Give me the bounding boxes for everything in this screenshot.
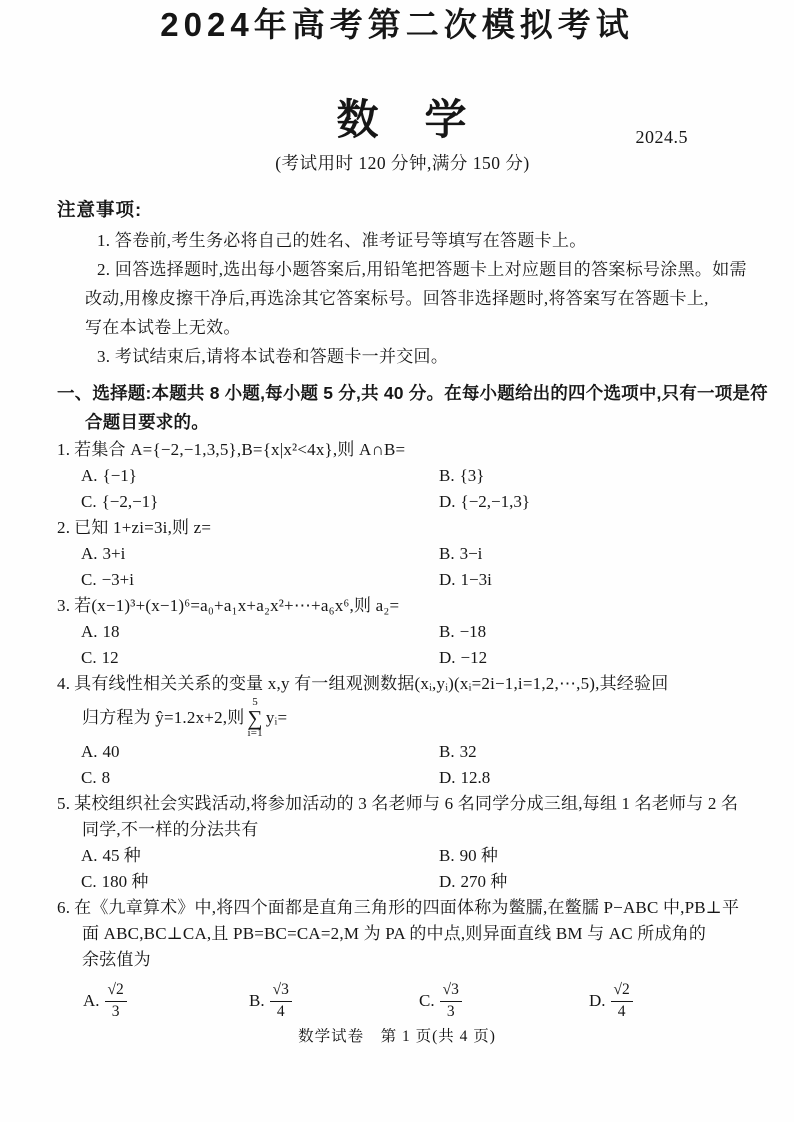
notice-item-2-cont: 改动,用橡皮擦干净后,再选涂其它答案标号。回答非选择题时,将答案写在答题卡上,: [85, 289, 709, 308]
option-a: [81, 541, 439, 567]
fraction-numerator: √2: [105, 981, 127, 1002]
question-stem-text: 已知 1+zi=3i,则 z=: [74, 518, 212, 537]
question-stem-text: 某校组织社会实践活动,将参加活动的 3 名老师与 6 名同学分成三组,每组 1 名老师与 2 名: [74, 794, 739, 813]
option-value: 8: [101, 768, 111, 787]
option-label: A.: [81, 544, 98, 563]
option-value: 3−i: [459, 544, 483, 563]
option-label: D.: [439, 768, 456, 787]
option-value: 45 种: [102, 846, 141, 865]
option-label: A.: [81, 846, 98, 865]
option-c: [81, 567, 439, 593]
fraction: [440, 981, 462, 1021]
notice-items: [57, 226, 748, 371]
section-heading-choice: [57, 379, 768, 437]
option-a: [81, 843, 439, 869]
option-label: B.: [439, 846, 455, 865]
question-number: 5.: [57, 794, 71, 813]
option-b: [249, 981, 419, 1021]
fraction-denominator: 4: [276, 1002, 285, 1020]
notice-section: [57, 198, 748, 371]
option-d: [439, 869, 748, 895]
question-1: [57, 437, 748, 515]
question-number: 6.: [57, 898, 71, 917]
option-value: 3+i: [102, 544, 126, 563]
option-label: A.: [83, 991, 100, 1011]
option-label: B.: [439, 622, 455, 641]
option-value: 1−3i: [460, 570, 492, 589]
option-value: −3+i: [101, 570, 134, 589]
option-c: [81, 765, 439, 791]
option-c: [81, 869, 439, 895]
option-label: A.: [81, 466, 98, 485]
fraction: [105, 981, 127, 1021]
options-grid: [57, 739, 748, 791]
question-stem: [57, 895, 748, 921]
summation-upper-limit: 5: [252, 696, 258, 708]
option-value: −12: [460, 648, 488, 667]
option-label: B.: [439, 742, 455, 761]
option-d: [439, 645, 748, 671]
option-value: 90 种: [459, 846, 498, 865]
option-value: 12.8: [460, 768, 491, 787]
option-label: D.: [589, 991, 606, 1011]
sigma-icon: ∑: [247, 706, 263, 730]
option-value: {−1}: [102, 466, 137, 485]
option-value: {−2,−1}: [101, 492, 159, 511]
option-c: [419, 981, 589, 1021]
option-b: [439, 541, 748, 567]
option-a: [81, 739, 439, 765]
summation-symbol: [247, 697, 262, 739]
exam-title-clipped: 2024年高考第二次模拟考试: [160, 6, 634, 43]
question-6: [57, 895, 748, 1021]
sum-line-post: yᵢ=: [265, 708, 288, 727]
option-d: [589, 981, 748, 1021]
option-label: C.: [81, 570, 97, 589]
page-footer: 数学试卷 第 1 页(共 4 页): [298, 1028, 496, 1045]
question-number: 2.: [57, 518, 71, 537]
question-stem: [57, 671, 748, 697]
options-grid: [57, 843, 748, 895]
option-value: 270 种: [460, 872, 508, 891]
fraction-numerator: √2: [611, 981, 633, 1002]
summation-lower-limit: i=1: [247, 727, 263, 739]
question-number: 4.: [57, 674, 71, 693]
option-label: C.: [81, 492, 97, 511]
option-value: 40: [102, 742, 120, 761]
option-value: {−2,−1,3}: [460, 492, 531, 511]
option-label: B.: [439, 544, 455, 563]
subject-title: 数 学: [336, 96, 469, 143]
question-stem-sum-line: [57, 697, 748, 739]
notice-item-2-cont: 写在本试卷上无效。: [85, 318, 241, 337]
option-value: 18: [102, 622, 120, 641]
option-label: C.: [419, 991, 435, 1011]
option-label: D.: [439, 492, 456, 511]
option-label: A.: [81, 742, 98, 761]
option-b: [439, 843, 748, 869]
fraction-numerator: √3: [440, 981, 462, 1002]
options-grid: [57, 619, 748, 671]
question-3: [57, 593, 748, 671]
options-grid: [57, 541, 748, 593]
option-label: C.: [81, 768, 97, 787]
question-5: [57, 791, 748, 895]
options-grid: [57, 463, 748, 515]
notice-item-1: 1. 答卷前,考生务必将自己的姓名、准考证号等填写在答题卡上。: [97, 231, 587, 250]
fraction-denominator: 3: [111, 1002, 120, 1020]
option-label: B.: [249, 991, 265, 1011]
question-number: 3.: [57, 596, 71, 615]
option-label: D.: [439, 872, 456, 891]
option-value: −18: [459, 622, 487, 641]
option-label: C.: [81, 872, 97, 891]
fraction: [611, 981, 633, 1021]
question-stem-cont: 余弦值为: [82, 950, 151, 969]
section-heading-line: 一、选择题:本题共 8 小题,每小题 5 分,共 40 分。在每小题给出的四个选项中,只有一项是符: [57, 383, 768, 403]
question-stem: [57, 791, 748, 817]
option-a: [83, 981, 249, 1021]
option-c: [81, 645, 439, 671]
question-stem-cont: 面 ABC,BC⊥CA,且 PB=BC=CA=2,M 为 PA 的中点,则异面直线 BM 与 AC 所成角的: [82, 924, 707, 943]
option-d: [439, 765, 748, 791]
option-label: B.: [439, 466, 455, 485]
option-a: [81, 463, 439, 489]
option-b: [439, 619, 748, 645]
option-b: [439, 463, 748, 489]
fraction: [270, 981, 292, 1021]
option-b: [439, 739, 748, 765]
question-4: [57, 671, 748, 791]
duration-subtitle: (考试用时 120 分钟,满分 150 分): [275, 153, 530, 173]
notice-item-2: 2. 回答选择题时,选出每小题答案后,用铅笔把答题卡上对应题目的答案标号涂黑。如需: [97, 260, 747, 279]
question-number: 1.: [57, 440, 71, 459]
question-stem-cont: 同学,不一样的分法共有: [82, 820, 259, 839]
options-grid-fractions: [57, 981, 748, 1021]
exam-date: 2024.5: [635, 127, 688, 147]
sum-line-pre: 归方程为 ŷ=1.2x+2,则: [82, 708, 245, 727]
option-label: C.: [81, 648, 97, 667]
question-stem: [57, 437, 748, 463]
option-value: 32: [459, 742, 477, 761]
option-c: [81, 489, 439, 515]
option-value: 12: [101, 648, 119, 667]
fraction-numerator: √3: [270, 981, 292, 1002]
question-stem-text: 在《九章算术》中,将四个面都是直角三角形的四面体称为鳖臑,在鳖臑 P−ABC 中,PB⊥平: [74, 898, 740, 917]
notice-item-3: 3. 考试结束后,请将本试卷和答题卡一并交回。: [97, 347, 449, 366]
fraction-denominator: 3: [446, 1002, 455, 1020]
option-label: D.: [439, 570, 456, 589]
question-2: [57, 515, 748, 593]
question-stem: [57, 515, 748, 541]
option-a: [81, 619, 439, 645]
question-stem: [57, 593, 748, 619]
question-stem-text: 若集合 A={−2,−1,3,5},B={x|x²<4x},则 A∩B=: [74, 440, 406, 459]
option-d: [439, 489, 748, 515]
question-stem-text: 若(x−1)³+(x−1)⁶=a₀+a₁x+a₂x²+⋯+a₆x⁶,则 a₂=: [74, 596, 400, 615]
option-label: D.: [439, 648, 456, 667]
option-value: {3}: [459, 466, 485, 485]
section-heading-line: 合题目要求的。: [85, 412, 209, 432]
option-d: [439, 567, 748, 593]
option-value: 180 种: [101, 872, 149, 891]
notice-heading: 注意事项:: [57, 199, 143, 220]
fraction-denominator: 4: [617, 1002, 626, 1020]
question-stem-text: 具有线性相关关系的变量 x,y 有一组观测数据(xᵢ,yᵢ)(xᵢ=2i−1,i=1,2,⋯,5),其经验回: [74, 674, 669, 693]
option-label: A.: [81, 622, 98, 641]
